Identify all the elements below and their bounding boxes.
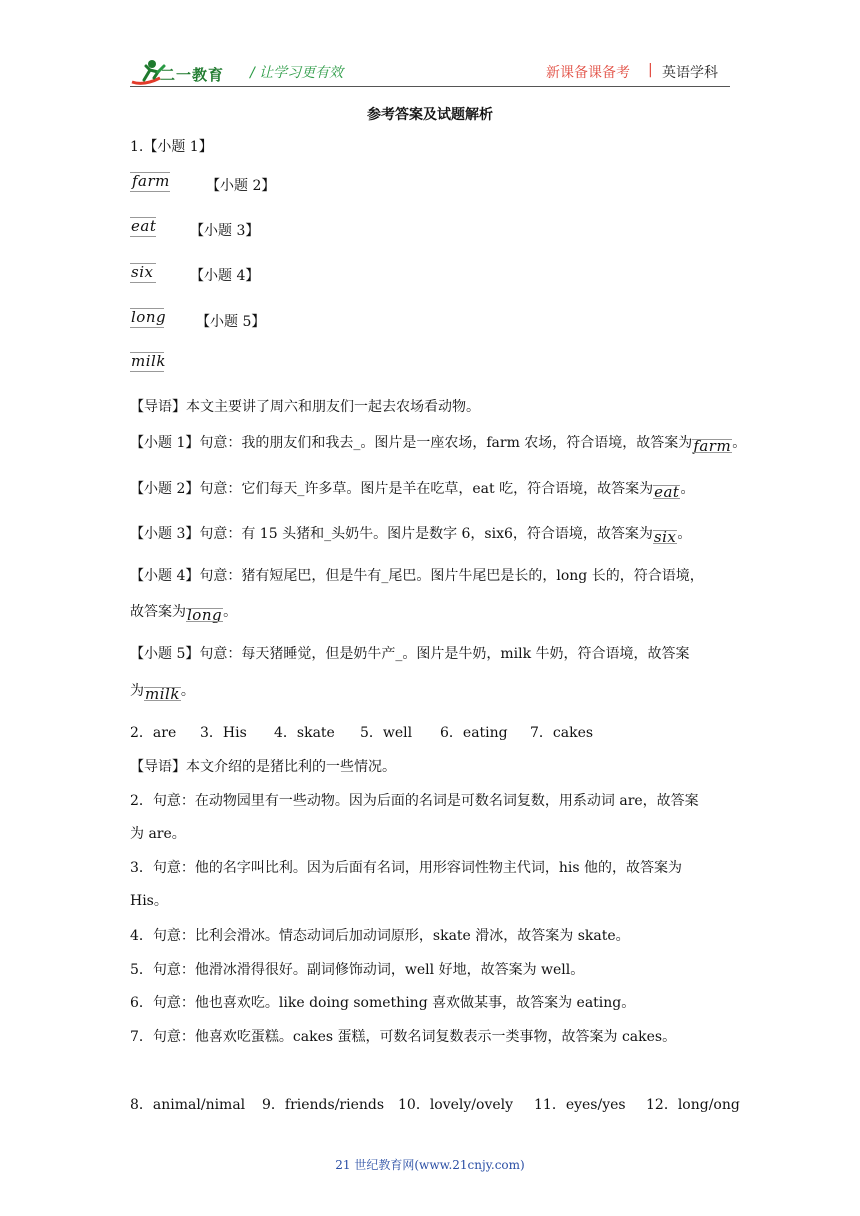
explanation-text: 【小题 3】句意：有 15 头猪和_头奶牛。图片是数字 6，six6，符合语境，故答案为 [130,526,653,542]
period: 。 [223,604,238,620]
explanation-3 [130,523,691,548]
answer-4: 4．skate [274,725,335,741]
answer-12: 12．long/ong [646,1097,740,1113]
inline-answer: farm [693,437,732,455]
answer-farm: farm [132,172,170,190]
answer-9: 9．friends/riends [262,1097,385,1113]
answer-3: 3．His [200,725,247,741]
sub-question-2: 【小题 2】 [206,178,276,194]
answer-six: six [131,263,154,281]
answer-11: 11．eyes/yes [534,1097,626,1113]
sub-question-4: 【小题 4】 [190,268,260,284]
explanation-text: 【小题 1】句意：我的朋友们和我去_。图片是一座农场，farm 农场，符合语境，故答案为 [130,435,693,451]
sub-question-3: 【小题 3】 [190,223,260,239]
explanation-text: 【小题 2】句意：它们每天_许多草。图片是羊在吃草，eat 吃，符合语境，故答案为 [130,481,654,497]
answer-2: 2．are [130,725,177,741]
explanation-4-line1: 【小题 4】句意：猪有短尾巴，但是牛有_尾巴。图片牛尾巴是长的，long 长的，符合语境， [130,568,704,584]
explanation-q5: 5．句意：他滑冰滑得很好。副词修饰动词，well 好地，故答案为 well。 [130,962,585,978]
period: 。 [677,526,692,542]
explanation-text: 故答案为 [130,604,186,620]
answer-long: long [131,308,167,326]
guide-2: 【导语】本文介绍的是猪比利的一些情况。 [130,759,396,775]
explanation-q4: 4．句意：比利会滑冰。情态动词后加动词原形，skate 滑冰，故答案为 skate。 [130,928,630,944]
explanation-q2-line1: 2．句意：在动物园里有一些动物。因为后面的名词是可数名词复数，用系动词 are，故答案 [130,793,699,809]
period: 。 [732,435,747,451]
inline-answer: eat [654,483,680,501]
header-course: 新课备课备考 [546,65,630,81]
answer-7: 7．cakes [530,725,594,741]
explanation-4-line2 [130,601,237,626]
period: 。 [180,683,195,699]
explanation-5-line1: 【小题 5】句意：每天猪睡觉，但是奶牛产_。图片是牛奶，milk 牛奶，符合语境，故答案 [130,646,690,662]
answer-10: 10．lovely/ovely [398,1097,514,1113]
guide-1: 【导语】本文主要讲了周六和朋友们一起去农场看动物。 [130,399,480,415]
slogan: / 让学习更有效 [250,65,344,81]
explanation-1 [130,432,746,457]
explanation-q3-line1: 3．句意：他的名字叫比利。因为后面有名词，用形容词性物主代词，his 他的，故答案为 [130,860,683,876]
logo-text: 二一教育 [160,66,225,84]
sub-question-5: 【小题 5】 [196,314,266,330]
answer-milk: milk [131,352,166,370]
answer-6: 6．eating [440,725,508,741]
explanation-text: 为 [130,683,144,699]
header-divider [130,86,730,87]
explanation-q7: 7．句意：他喜欢吃蛋糕。cakes 蛋糕，可数名词复数表示一类事物，故答案为 cakes。 [130,1029,677,1045]
inline-answer: milk [145,685,180,703]
header-separator: | [648,62,653,78]
answer-eat: eat [131,217,157,235]
explanation-q6: 6．句意：他也喜欢吃。like doing something 喜欢做某事，故答案为 eating。 [130,995,636,1011]
page-title: 参考答案及试题解析 [367,107,493,123]
period: 。 [680,481,695,497]
q1-label: 1.【小题 1】 [130,139,213,155]
inline-answer: long [187,606,223,624]
explanation-2 [130,478,694,503]
inline-answer: six [653,528,677,546]
answer-5: 5．well [360,725,413,741]
explanation-q2-line2: 为 are。 [130,826,186,842]
answer-8: 8．animal/nimal [130,1097,246,1113]
footer-link[interactable]: 21 世纪教育网(www.21cnjy.com) [335,1158,525,1172]
header-subject: 英语学科 [662,65,718,81]
explanation-q3-line2: His。 [130,893,168,909]
explanation-5-line2 [130,680,195,705]
